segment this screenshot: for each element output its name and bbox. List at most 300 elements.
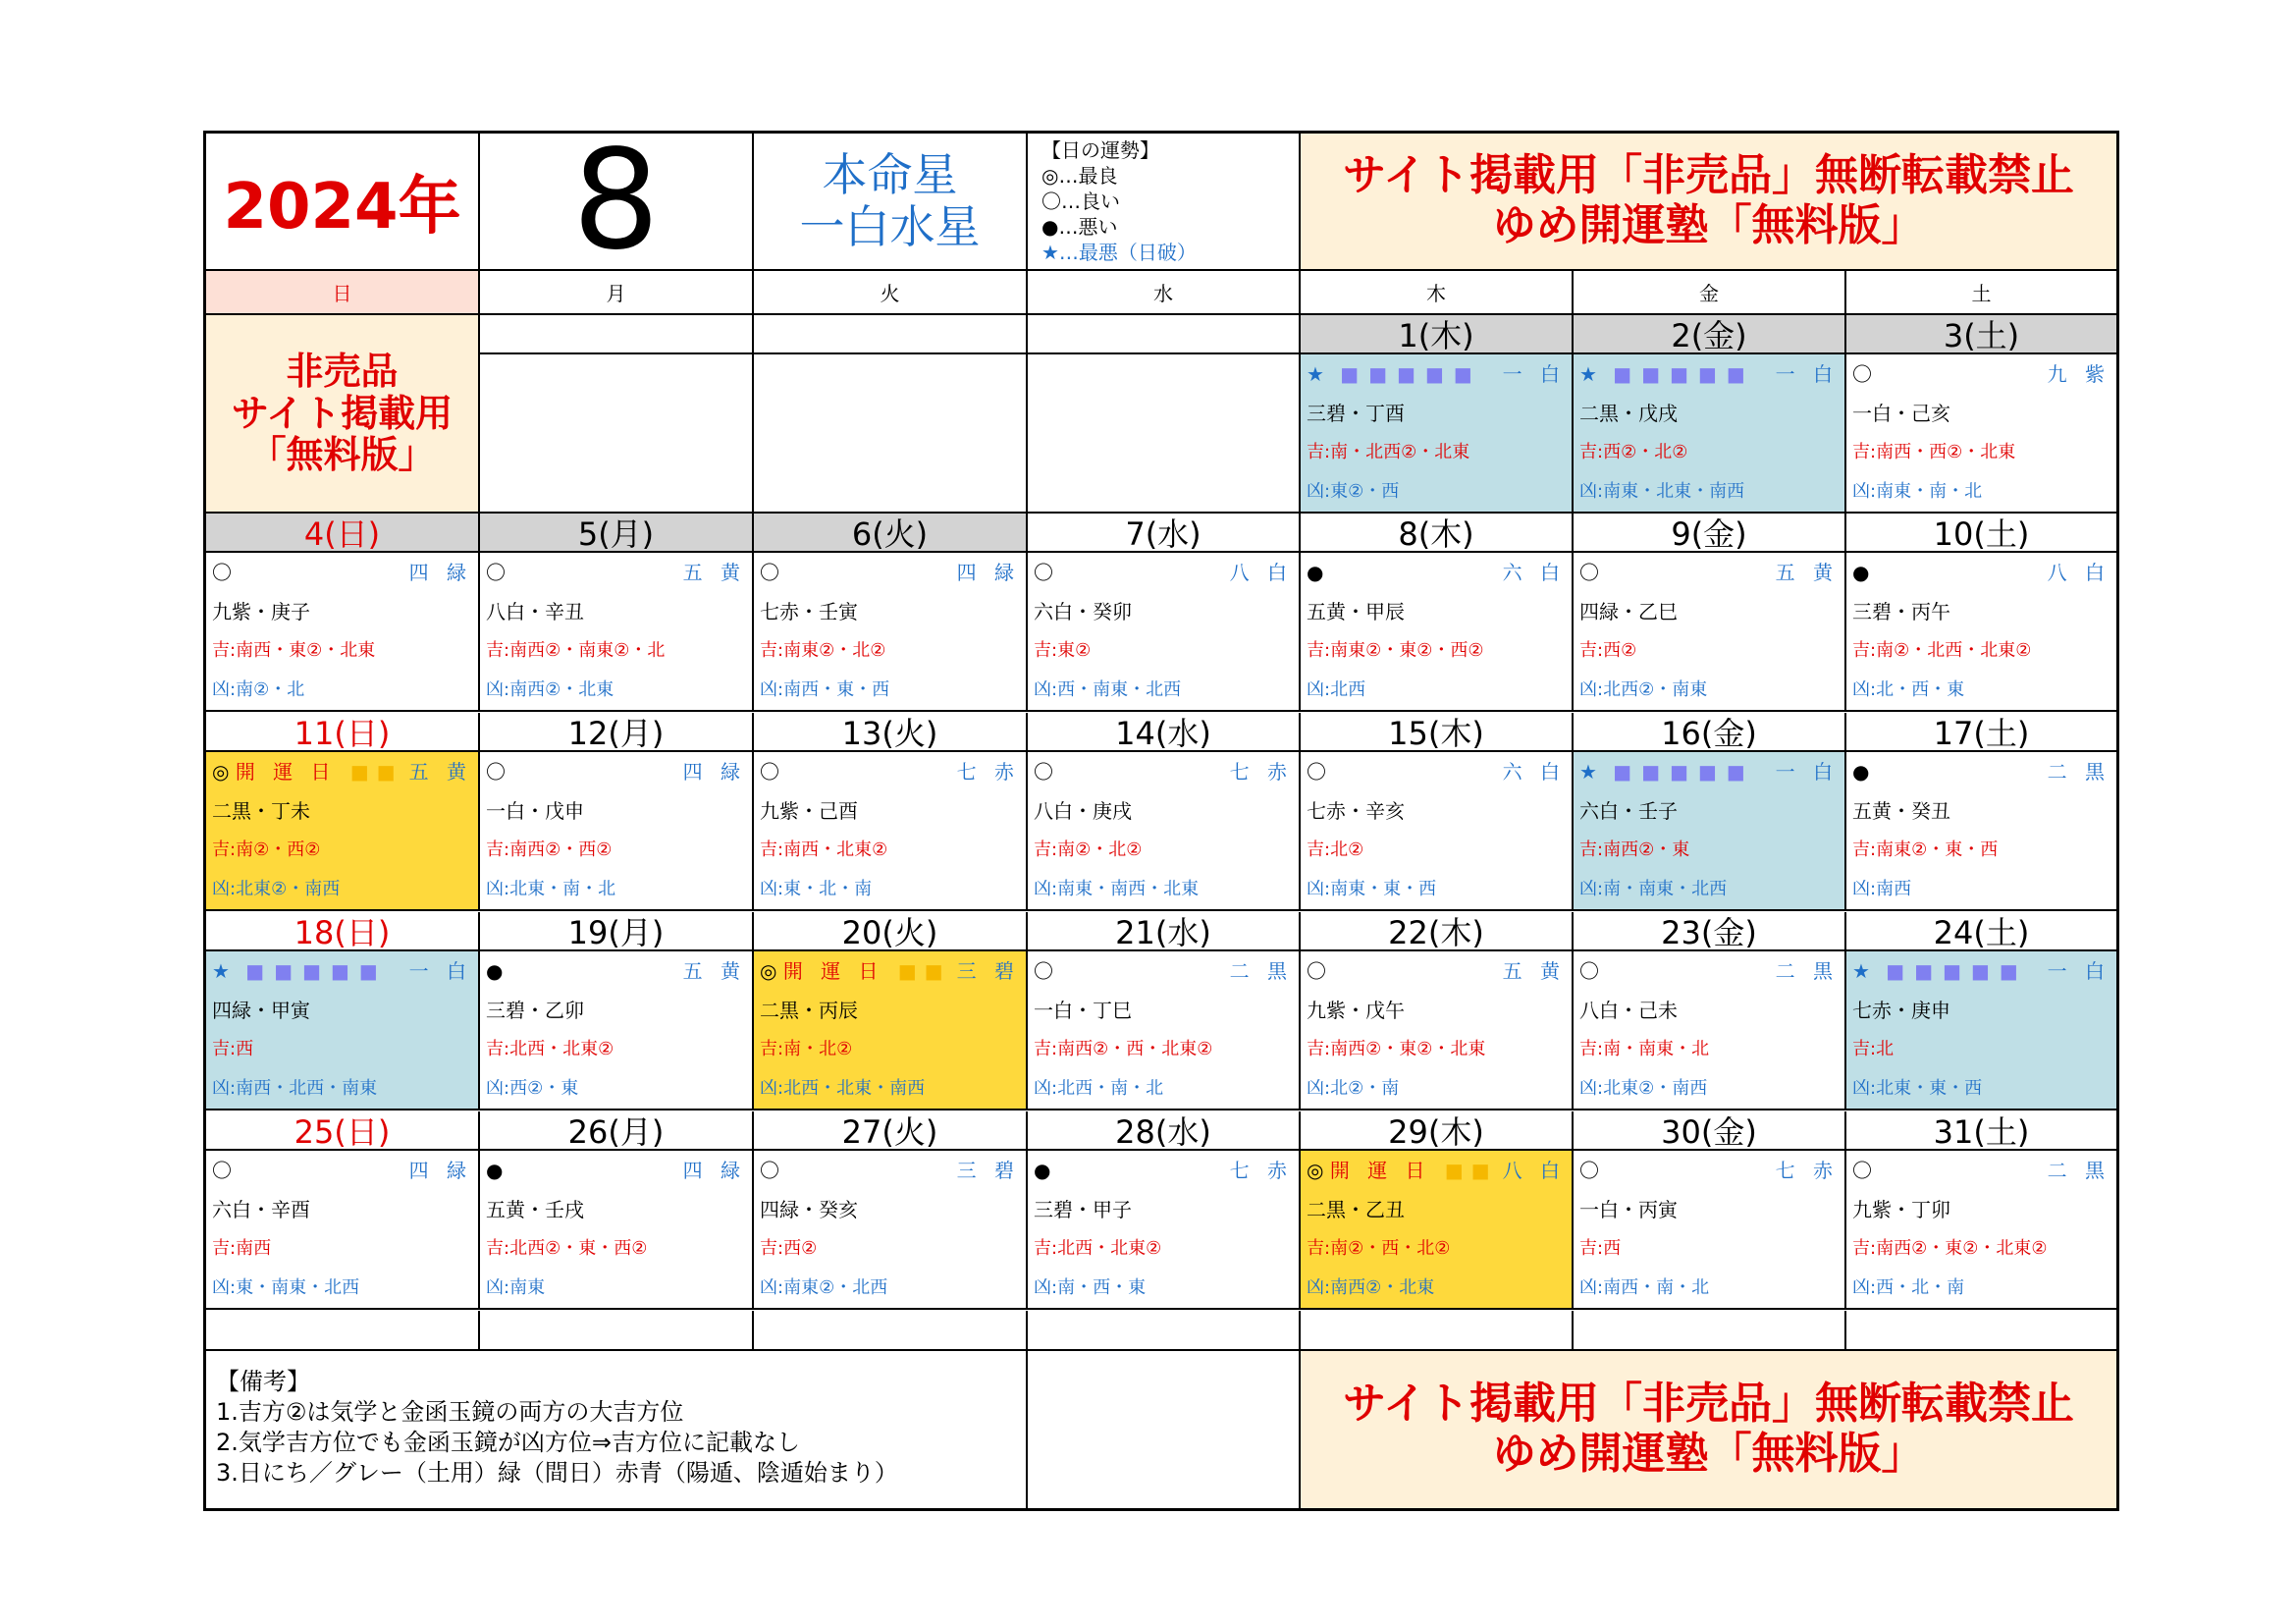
fortune-mark: 〇 (1307, 760, 1326, 784)
lucky-directions: 吉:南②・西・北② (1307, 1238, 1451, 1259)
day-header: 9(金) (1574, 514, 1846, 553)
empty-row-cell (480, 1311, 754, 1351)
kaiun-day-bar: ■■ (1430, 1159, 1498, 1182)
unlucky-directions: 凶:南西・東・西 (760, 679, 890, 700)
worst-day-bar: ■■■■■ (1869, 959, 2028, 983)
unlucky-directions: 凶:北西・南・北 (1034, 1078, 1164, 1099)
fortune-mark-group (1852, 1151, 1872, 1190)
unlucky-directions: 凶:東・南東・北西 (212, 1277, 360, 1298)
unlucky-directions: 凶:南東・東・西 (1307, 879, 1437, 899)
nine-star-label: 七 赤 (1775, 1159, 1839, 1182)
kaiun-day-bar: ■■ (883, 959, 951, 983)
kanshi-label: 三碧・丁酉 (1307, 402, 1405, 425)
weekday-tue: 火 (754, 271, 1028, 315)
day-cell (206, 553, 480, 712)
notice-line2: ゆめ開運塾「無料版」 (1492, 200, 1925, 250)
kanshi-label: 九紫・丁卯 (1852, 1198, 1950, 1221)
fortune-mark: 〇 (1034, 959, 1053, 983)
day-cell (1028, 553, 1301, 712)
lucky-directions: 吉:北西②・東・西② (486, 1238, 648, 1259)
fortune-mark: 〇 (1852, 362, 1872, 386)
fortune-mark-group (212, 752, 403, 791)
kaiun-day-bar: ■■ (336, 760, 403, 784)
fortune-mark-group (1034, 951, 1053, 991)
honmei-line1: 本命星 (822, 148, 958, 202)
day-cell (1028, 951, 1301, 1110)
fortune-mark-group (1852, 553, 1869, 592)
fortune-row (486, 752, 746, 791)
unlucky-directions: 凶:南西・南・北 (1579, 1277, 1710, 1298)
day-header: 28(水) (1028, 1111, 1301, 1151)
kanshi-label: 二黒・戊戌 (1579, 402, 1678, 425)
kanshi-label: 五黄・壬戌 (486, 1198, 584, 1221)
fortune-mark-group (1307, 553, 1323, 592)
unlucky-directions: 凶:北西・北東・南西 (760, 1078, 926, 1099)
nine-star-label: 四 緑 (682, 1159, 746, 1182)
fortune-mark: 〇 (1034, 760, 1053, 784)
day-cell (1846, 1151, 2116, 1310)
lucky-directions: 吉:北② (1307, 839, 1364, 860)
day-cell (1301, 354, 1574, 514)
fortune-row (1579, 354, 1839, 394)
fortune-mark-group (1579, 354, 1755, 394)
fortune-row (486, 553, 746, 592)
fortune-row (760, 553, 1020, 592)
day-header: 8(木) (1301, 514, 1574, 553)
fortune-mark-group (1852, 354, 1872, 394)
day-header: 21(水) (1028, 912, 1301, 951)
day-header: 26(月) (480, 1111, 754, 1151)
legend-good: 〇…良い (1041, 189, 1120, 213)
fortune-mark-group (1579, 1151, 1599, 1190)
day-cell (206, 1151, 480, 1310)
nine-star-label: 二 黒 (1775, 959, 1839, 983)
unlucky-directions: 凶:南・西・東 (1034, 1277, 1147, 1298)
day-cell (1574, 752, 1846, 911)
day-cell (1846, 553, 2116, 712)
worst-day-bar: ■■■■■ (1596, 760, 1755, 784)
calendar-sheet (203, 131, 2119, 1511)
kanshi-label: 一白・戊申 (486, 799, 584, 823)
fortune-mark-group (1307, 752, 1326, 791)
fortune-row (1852, 1151, 2110, 1190)
weekday-mon: 月 (480, 271, 754, 315)
lucky-directions: 吉:南西②・東②・北東② (1852, 1238, 2048, 1259)
lucky-directions: 吉:北西・北東② (486, 1039, 614, 1059)
nine-star-label: 七 赤 (1229, 760, 1293, 784)
notice-line1: サイト掲載用「非売品」無断転載禁止 (1343, 150, 2074, 201)
day-header: 15(木) (1301, 713, 1574, 752)
remarks-title: 【備考】 (216, 1368, 310, 1395)
fortune-mark-group (760, 752, 779, 791)
fortune-mark: 〇 (1579, 561, 1599, 584)
kanshi-label: 三碧・乙卯 (486, 999, 584, 1022)
nine-star-label: 四 緑 (682, 760, 746, 784)
lucky-directions: 吉:南西②・東②・北東 (1307, 1039, 1486, 1059)
legend-best: ◎…最良 (1041, 164, 1118, 188)
empty-row-cell (1301, 1311, 1574, 1351)
empty-day-header (1028, 315, 1301, 354)
nine-star-label: 一 白 (408, 959, 472, 983)
nine-star-label: 七 赤 (956, 760, 1020, 784)
fortune-mark: 〇 (212, 561, 232, 584)
kanshi-label: 二黒・乙丑 (1307, 1198, 1405, 1221)
kanshi-label: 七赤・辛亥 (1307, 799, 1405, 823)
nine-star-label: 三 碧 (956, 1159, 1020, 1182)
day-header: 20(火) (754, 912, 1028, 951)
fortune-mark-group (486, 752, 506, 791)
fortune-mark-group (1852, 752, 1869, 791)
lucky-directions: 吉:西② (1579, 640, 1637, 661)
unlucky-directions: 凶:南西②・北東 (486, 679, 614, 700)
lucky-directions: 吉:南・北西②・北東 (1307, 442, 1470, 462)
fortune-mark-group (212, 1151, 232, 1190)
empty-row-cell (754, 1311, 1028, 1351)
promo-line3: 「無料版」 (248, 433, 436, 477)
fortune-mark: ● (1852, 561, 1870, 584)
lucky-directions: 吉:西 (1579, 1238, 1622, 1259)
unlucky-directions: 凶:西・北・南 (1852, 1277, 1965, 1298)
promo-line1: 非売品 (286, 350, 399, 394)
legend-worst: ★…最悪（日破） (1041, 241, 1197, 264)
unlucky-directions: 凶:南東・南・北 (1852, 481, 1983, 502)
fortune-mark: 〇 (486, 561, 506, 584)
day-cell (754, 1151, 1028, 1310)
lucky-directions: 吉:南②・北西・北東② (1852, 640, 2032, 661)
kanshi-label: 八白・己未 (1579, 999, 1678, 1022)
empty-day-header (754, 315, 1028, 354)
day-header: 22(木) (1301, 912, 1574, 951)
nine-star-label: 八 白 (1502, 1159, 1566, 1182)
fortune-mark: 〇 (1307, 959, 1326, 983)
lucky-directions: 吉:南②・西② (212, 839, 321, 860)
empty-day-cell (1028, 354, 1301, 514)
unlucky-directions: 凶:南東②・北西 (760, 1277, 888, 1298)
fortune-mark: ● (486, 1159, 504, 1182)
footer-notice (1301, 1351, 2116, 1508)
fortune-mark-group (1034, 752, 1053, 791)
nine-star-label: 九 紫 (2047, 362, 2110, 386)
empty-day-header (480, 315, 754, 354)
unlucky-directions: 凶:南東・南西・北東 (1034, 879, 1200, 899)
nine-star-label: 四 緑 (408, 561, 472, 584)
kanshi-label: 六白・癸卯 (1034, 600, 1132, 623)
nine-star-label: 七 赤 (1229, 1159, 1293, 1182)
fortune-mark-group (212, 951, 388, 991)
lucky-directions: 吉:南東②・東・西 (1852, 839, 1999, 860)
weekday-fri: 金 (1574, 271, 1846, 315)
nine-star-label: 二 黒 (2047, 760, 2110, 784)
day-header: 12(月) (480, 713, 754, 752)
day-header: 13(火) (754, 713, 1028, 752)
fortune-row (1852, 951, 2110, 991)
day-cell (754, 951, 1028, 1110)
day-cell (1846, 951, 2116, 1110)
kanshi-label: 四緑・癸亥 (760, 1198, 858, 1221)
fortune-mark: ◎ (1307, 1159, 1324, 1182)
empty-row-cell (206, 1311, 480, 1351)
fortune-row (1307, 1151, 1566, 1190)
lucky-directions: 吉:西 (212, 1039, 254, 1059)
nine-star-label: 一 白 (2047, 959, 2110, 983)
worst-day-bar: ■■■■■ (1323, 362, 1482, 386)
lucky-directions: 吉:南・南東・北 (1579, 1039, 1710, 1059)
remarks-item-2: 2.気学吉方位でも金函玉鏡が凶方位⇒吉方位に記載なし (216, 1429, 801, 1456)
day-cell (754, 752, 1028, 911)
day-cell (1574, 354, 1846, 514)
promo-cell (206, 315, 480, 514)
fortune-row (1307, 354, 1566, 394)
honmei-star (754, 134, 1028, 271)
fortune-row (1034, 1151, 1293, 1190)
empty-row-cell (1028, 1311, 1301, 1351)
fortune-mark-group (1034, 553, 1053, 592)
year-label: 2024年 (206, 134, 480, 271)
unlucky-directions: 凶:北西②・南東 (1579, 679, 1708, 700)
day-header: 17(土) (1846, 713, 2116, 752)
fortune-row (1579, 1151, 1839, 1190)
fortune-row (1579, 951, 1839, 991)
kanshi-label: 八白・辛丑 (486, 600, 584, 623)
nine-star-label: 一 白 (1502, 362, 1566, 386)
fortune-row (212, 553, 472, 592)
day-cell (480, 1151, 754, 1310)
fortune-row (1579, 752, 1839, 791)
fortune-row (1307, 553, 1566, 592)
fortune-mark-group (1579, 951, 1599, 991)
unlucky-directions: 凶:北東・南・北 (486, 879, 616, 899)
fortune-mark: 〇 (1579, 959, 1599, 983)
kaiun-day-label: 開 運 日 (235, 760, 337, 784)
unlucky-directions: 凶:北東②・南西 (212, 879, 341, 899)
kaiun-day-label: 開 運 日 (782, 959, 884, 983)
unlucky-directions: 凶:南西・北西・南東 (212, 1078, 378, 1099)
fortune-mark: ★ (1579, 760, 1597, 784)
nine-star-label: 二 黒 (1229, 959, 1293, 983)
month-number: 8 (480, 134, 754, 271)
day-header: 6(火) (754, 514, 1028, 553)
unlucky-directions: 凶:南東 (486, 1277, 546, 1298)
unlucky-directions: 凶:北東②・南西 (1579, 1078, 1708, 1099)
fortune-mark: 〇 (760, 1159, 779, 1182)
unlucky-directions: 凶:東②・西 (1307, 481, 1400, 502)
nine-star-label: 八 白 (2047, 561, 2110, 584)
unlucky-directions: 凶:北東・東・西 (1852, 1078, 1983, 1099)
day-header: 14(水) (1028, 713, 1301, 752)
fortune-row (1852, 752, 2110, 791)
fortune-mark: 〇 (760, 561, 779, 584)
fortune-mark: ★ (1579, 362, 1597, 386)
nine-star-label: 八 白 (1229, 561, 1293, 584)
lucky-directions: 吉:西② (760, 1238, 818, 1259)
day-header: 30(金) (1574, 1111, 1846, 1151)
fortune-legend (1028, 134, 1301, 271)
kaiun-day-label: 開 運 日 (1329, 1159, 1431, 1182)
nine-star-label: 五 黄 (682, 561, 746, 584)
fortune-row (486, 1151, 746, 1190)
kanshi-label: 六白・壬子 (1579, 799, 1678, 823)
lucky-directions: 吉:南西・西②・北東 (1852, 442, 2016, 462)
unlucky-directions: 凶:南・南東・北西 (1579, 879, 1728, 899)
kanshi-label: 三碧・丙午 (1852, 600, 1950, 623)
kanshi-label: 六白・辛酉 (212, 1198, 310, 1221)
lucky-directions: 吉:南西②・西② (486, 839, 613, 860)
unlucky-directions: 凶:北西 (1307, 679, 1366, 700)
lucky-directions: 吉:北西・北東② (1034, 1238, 1162, 1259)
day-cell (1574, 951, 1846, 1110)
fortune-mark: ★ (1852, 959, 1870, 983)
nine-star-label: 五 黄 (1775, 561, 1839, 584)
kanshi-label: 一白・丙寅 (1579, 1198, 1678, 1221)
fortune-row (1579, 553, 1839, 592)
kanshi-label: 二黒・丁未 (212, 799, 310, 823)
fortune-mark-group (486, 951, 503, 991)
kanshi-label: 四緑・甲寅 (212, 999, 310, 1022)
fortune-mark: ● (1307, 561, 1324, 584)
fortune-mark-group (760, 951, 951, 991)
fortune-mark-group (1307, 1151, 1498, 1190)
day-cell (1846, 752, 2116, 911)
fortune-row (760, 951, 1020, 991)
day-header: 4(日) (206, 514, 480, 553)
promo-line2: サイト掲載用 (231, 391, 454, 435)
fortune-row (1034, 553, 1293, 592)
fortune-row (1307, 951, 1566, 991)
kanshi-label: 一白・己亥 (1852, 402, 1950, 425)
day-header: 3(土) (1846, 315, 2116, 354)
fortune-mark-group (760, 553, 779, 592)
fortune-mark-group (486, 1151, 503, 1190)
kanshi-label: 九紫・戊午 (1307, 999, 1405, 1022)
lucky-directions: 吉:南西②・南東②・北 (486, 640, 666, 661)
footer-notice-line1: サイト掲載用「非売品」無断転載禁止 (1343, 1379, 2074, 1430)
worst-day-bar: ■■■■■ (1596, 362, 1755, 386)
lucky-directions: 吉:南②・北② (1034, 839, 1143, 860)
fortune-mark: ◎ (212, 760, 230, 784)
kanshi-label: 七赤・壬寅 (760, 600, 858, 623)
day-header: 5(月) (480, 514, 754, 553)
empty-day-cell (754, 354, 1028, 514)
fortune-mark-group (760, 1151, 779, 1190)
empty-row-cell (1574, 1311, 1846, 1351)
notice-banner (1301, 134, 2116, 271)
empty-day-cell (480, 354, 754, 514)
fortune-row (1034, 951, 1293, 991)
day-cell (1301, 752, 1574, 911)
fortune-mark: ● (486, 959, 504, 983)
unlucky-directions: 凶:南西②・北東 (1307, 1277, 1435, 1298)
day-header: 16(金) (1574, 713, 1846, 752)
day-header: 2(金) (1574, 315, 1846, 354)
blank-footer-cell (1028, 1351, 1301, 1508)
nine-star-label: 一 白 (1775, 362, 1839, 386)
fortune-mark: 〇 (1034, 561, 1053, 584)
day-cell (1301, 553, 1574, 712)
kanshi-label: 四緑・乙巳 (1579, 600, 1678, 623)
kanshi-label: 七赤・庚申 (1852, 999, 1950, 1022)
fortune-mark-group (1307, 354, 1482, 394)
lucky-directions: 吉:北 (1852, 1039, 1895, 1059)
nine-star-label: 四 緑 (408, 1159, 472, 1182)
day-header: 24(土) (1846, 912, 2116, 951)
day-cell (1028, 752, 1301, 911)
empty-row-cell (1846, 1311, 2116, 1351)
nine-star-label: 五 黄 (682, 959, 746, 983)
nine-star-label: 四 緑 (956, 561, 1020, 584)
fortune-mark: ★ (212, 959, 230, 983)
worst-day-bar: ■■■■■ (229, 959, 388, 983)
day-cell (754, 553, 1028, 712)
day-header: 23(金) (1574, 912, 1846, 951)
kanshi-label: 二黒・丙辰 (760, 999, 858, 1022)
fortune-mark: ● (1852, 760, 1870, 784)
fortune-row (212, 752, 472, 791)
lucky-directions: 吉:南東②・東②・西② (1307, 640, 1484, 661)
fortune-mark-group (1034, 1151, 1050, 1190)
nine-star-label: 二 黒 (2047, 1159, 2110, 1182)
lucky-directions: 吉:東② (1034, 640, 1092, 661)
nine-star-label: 六 白 (1502, 760, 1566, 784)
lucky-directions: 吉:西②・北② (1579, 442, 1688, 462)
fortune-row (1852, 553, 2110, 592)
remarks-item-1: 1.吉方②は気学と金函玉鏡の両方の大吉方位 (216, 1398, 684, 1426)
fortune-mark: 〇 (760, 760, 779, 784)
fortune-mark-group (212, 553, 232, 592)
day-cell (206, 951, 480, 1110)
fortune-row (760, 752, 1020, 791)
day-header: 31(土) (1846, 1111, 2116, 1151)
fortune-row (1852, 354, 2110, 394)
kanshi-label: 八白・庚戌 (1034, 799, 1132, 823)
day-header: 7(水) (1028, 514, 1301, 553)
day-cell (480, 951, 754, 1110)
legend-title: 【日の運勢】 (1041, 138, 1159, 162)
day-cell (480, 752, 754, 911)
day-cell (1301, 951, 1574, 1110)
nine-star-label: 五 黄 (408, 760, 472, 784)
weekday-sat: 土 (1846, 271, 2116, 315)
nine-star-label: 一 白 (1775, 760, 1839, 784)
fortune-row (212, 1151, 472, 1190)
day-cell (480, 553, 754, 712)
fortune-mark-group (1307, 951, 1326, 991)
lucky-directions: 吉:南・北② (760, 1039, 853, 1059)
kanshi-label: 一白・丁巳 (1034, 999, 1132, 1022)
day-header: 19(月) (480, 912, 754, 951)
legend-bad: ●…悪い (1041, 215, 1118, 239)
fortune-mark: 〇 (1579, 1159, 1599, 1182)
unlucky-directions: 凶:南西 (1852, 879, 1912, 899)
kanshi-label: 五黄・甲辰 (1307, 600, 1405, 623)
weekday-sun: 日 (206, 271, 480, 315)
day-header: 10(土) (1846, 514, 2116, 553)
nine-star-label: 六 白 (1502, 561, 1566, 584)
unlucky-directions: 凶:北②・南 (1307, 1078, 1400, 1099)
lucky-directions: 吉:南西 (212, 1238, 272, 1259)
fortune-mark: 〇 (212, 1159, 232, 1182)
day-cell (1301, 1151, 1574, 1310)
unlucky-directions: 凶:南②・北 (212, 679, 305, 700)
day-header: 18(日) (206, 912, 480, 951)
nine-star-label: 五 黄 (1502, 959, 1566, 983)
unlucky-directions: 凶:西・南東・北西 (1034, 679, 1182, 700)
day-cell (206, 752, 480, 911)
fortune-mark: ◎ (760, 959, 777, 983)
fortune-mark: 〇 (486, 760, 506, 784)
day-header: 29(木) (1301, 1111, 1574, 1151)
lucky-directions: 吉:南西②・東 (1579, 839, 1690, 860)
unlucky-directions: 凶:北・西・東 (1852, 679, 1965, 700)
